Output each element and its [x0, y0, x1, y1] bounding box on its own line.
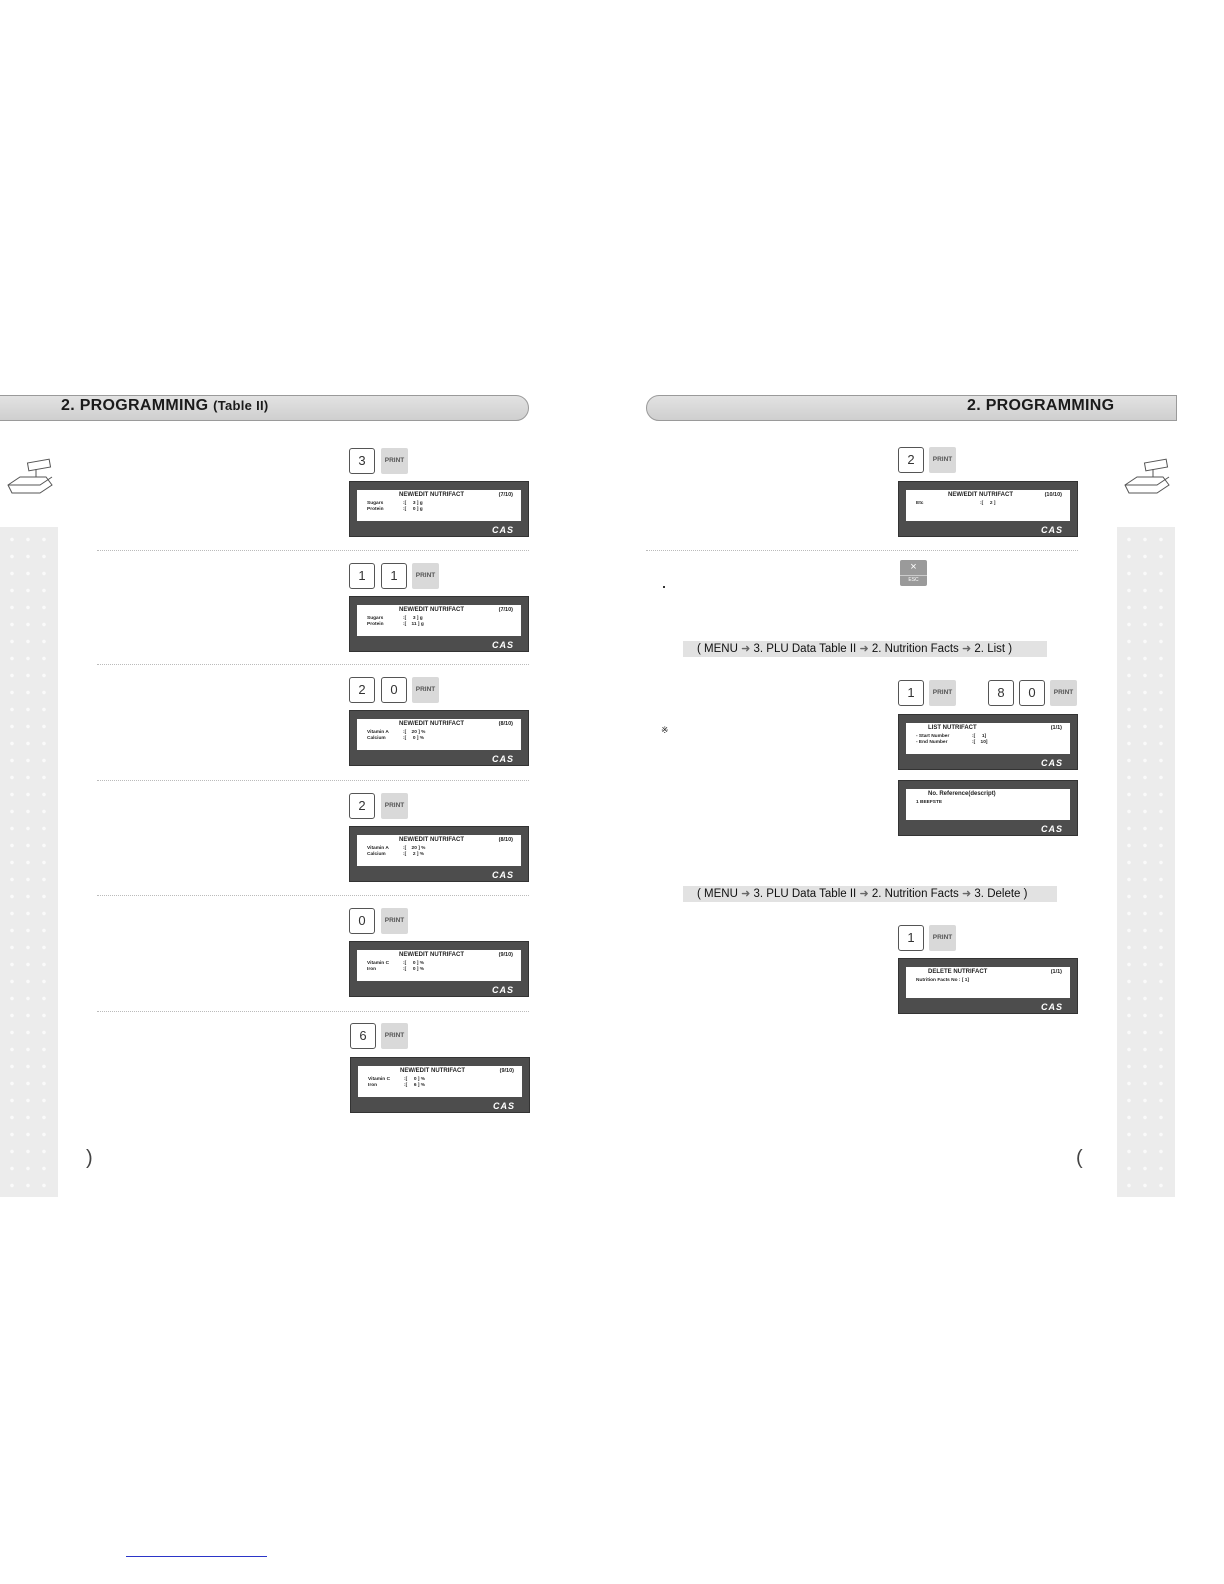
right-side-decoration: [1117, 527, 1175, 1197]
key-0[interactable]: 0: [349, 908, 375, 934]
lcd-screen: NEW/EDIT NUTRIFACT (9/10) Vitamin C :[ 0 ] % Iron :[ 0 ] % CAS: [349, 941, 529, 997]
key-2[interactable]: 2: [898, 447, 924, 473]
print-key[interactable]: PRINT: [381, 448, 408, 474]
print-key[interactable]: PRINT: [412, 563, 439, 589]
lcd-screen-reference: No. Reference(descript) 1 BEEFSTE CAS: [898, 780, 1078, 836]
divider: [646, 550, 1078, 551]
arrow-right-icon: ➜: [741, 888, 751, 900]
key-1[interactable]: 1: [381, 563, 407, 589]
divider: [97, 664, 529, 665]
lcd-screen: NEW/EDIT NUTRIFACT (8/10) Vitamin A :[ 20 ] % Calcium :[ 2 ] % CAS: [349, 826, 529, 882]
page-number-bracket: (: [1076, 1147, 1083, 1169]
key-0[interactable]: 0: [381, 677, 407, 703]
key-2[interactable]: 2: [349, 793, 375, 819]
esc-key[interactable]: × ESC: [900, 560, 927, 586]
key-1[interactable]: 1: [349, 563, 375, 589]
key-0[interactable]: 0: [1019, 680, 1045, 706]
menu-path-delete: ( MENU ➜ 3. PLU Data Table II ➜ 2. Nutrition Facts ➜ 3. Delete ): [683, 886, 1057, 902]
print-key[interactable]: PRINT: [929, 447, 956, 473]
arrow-right-icon: ➜: [961, 643, 972, 655]
cas-logo: CAS: [1040, 758, 1063, 768]
arrow-right-icon: ➜: [859, 643, 869, 655]
key-6[interactable]: 6: [350, 1023, 376, 1049]
note-mark: ※: [661, 725, 669, 735]
cas-logo: CAS: [1040, 525, 1063, 535]
divider: [97, 895, 529, 896]
lcd-screen: NEW/EDIT NUTRIFACT (9/10) Vitamin C :[ 0 ] % Iron :[ 6 ] % CAS: [350, 1057, 530, 1113]
divider: [97, 550, 529, 551]
cas-logo: CAS: [1040, 1002, 1063, 1012]
key-3[interactable]: 3: [349, 448, 375, 474]
print-key[interactable]: PRINT: [381, 793, 408, 819]
lcd-screen: NEW/EDIT NUTRIFACT (8/10) Vitamin A :[ 20 ] % Calcium :[ 0 ] % CAS: [349, 710, 529, 766]
lcd-screen-delete: DELETE NUTRIFACT (1/1) Nutrition Facts No : [ 1] CAS: [898, 958, 1078, 1014]
cas-logo: CAS: [1040, 824, 1063, 834]
close-icon: ×: [910, 561, 917, 573]
key-1[interactable]: 1: [898, 925, 924, 951]
key-2[interactable]: 2: [349, 677, 375, 703]
key-1[interactable]: 1: [898, 680, 924, 706]
cas-logo: CAS: [491, 640, 514, 650]
divider: [97, 1011, 529, 1012]
print-key[interactable]: PRINT: [381, 1023, 408, 1049]
bullet-dot: [663, 586, 665, 588]
print-key[interactable]: PRINT: [929, 680, 956, 706]
lcd-screen-list: LIST NUTRIFACT (1/1) - Start Number :[ 1] - End Number :[ 10] CAS: [898, 714, 1078, 770]
page-number-bracket: ): [86, 1147, 93, 1169]
lcd-screen: NEW/EDIT NUTRIFACT (7/10) Sugars :[ 3 ] g Protein :[ 0 ] g CAS: [349, 481, 529, 537]
print-key[interactable]: PRINT: [381, 908, 408, 934]
print-key[interactable]: PRINT: [412, 677, 439, 703]
cas-logo: CAS: [491, 525, 514, 535]
lcd-screen: NEW/EDIT NUTRIFACT (10/10) Etc :[ 2 ] CAS: [898, 481, 1078, 537]
left-side-decoration: [0, 527, 58, 1197]
footer-link-line[interactable]: [126, 1556, 267, 1557]
right-header-bar: [646, 395, 1177, 421]
menu-path-list: ( MENU ➜ 3. PLU Data Table II ➜ 2. Nutrition Facts ➜ 2. List ): [683, 641, 1047, 657]
cas-logo: CAS: [492, 1101, 515, 1111]
cas-logo: CAS: [491, 870, 514, 880]
arrow-right-icon: ➜: [859, 888, 869, 900]
print-key[interactable]: PRINT: [1050, 680, 1077, 706]
scale-icon: [0, 447, 58, 505]
left-header-title: 2. PROGRAMMING (Table II): [61, 397, 269, 414]
arrow-right-icon: ➜: [741, 643, 751, 655]
right-header-title: 2. PROGRAMMING: [967, 397, 1115, 414]
arrow-right-icon: ➜: [961, 888, 972, 900]
divider: [97, 780, 529, 781]
cas-logo: CAS: [491, 985, 514, 995]
cas-logo: CAS: [491, 754, 514, 764]
scale-icon: [1117, 447, 1175, 505]
print-key[interactable]: PRINT: [929, 925, 956, 951]
lcd-screen: NEW/EDIT NUTRIFACT (7/10) Sugars :[ 3 ] g Protein :[ 11 ] g CAS: [349, 596, 529, 652]
key-8[interactable]: 8: [988, 680, 1014, 706]
left-header-bar: [0, 395, 529, 421]
